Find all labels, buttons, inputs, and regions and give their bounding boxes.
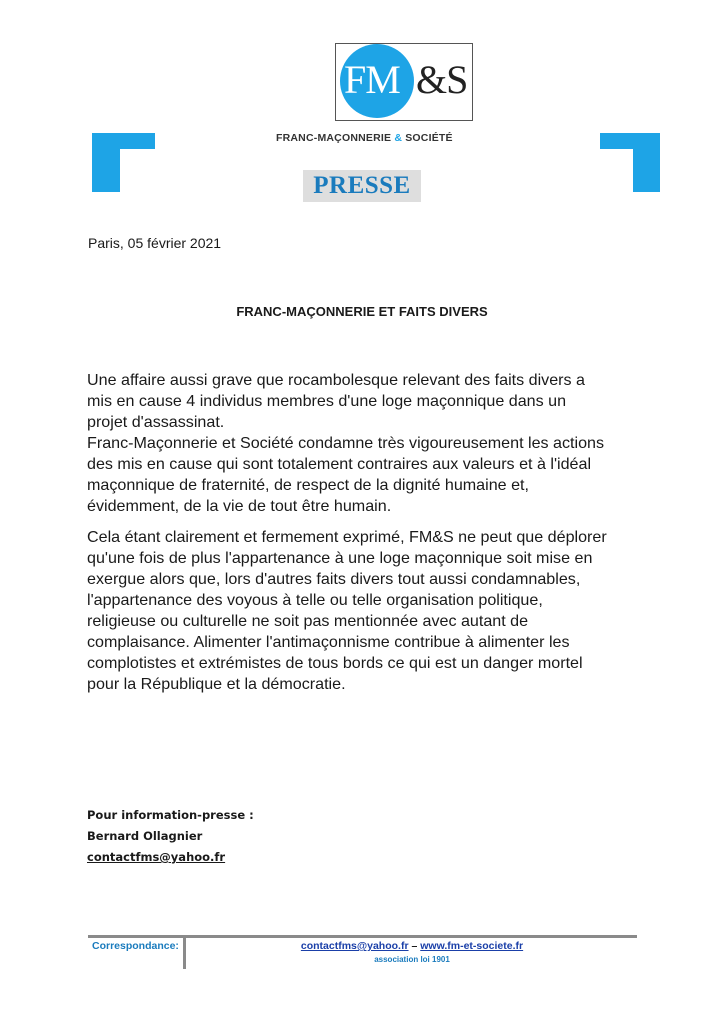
footer-separator: – <box>408 940 421 952</box>
footer-association: association loi 1901 <box>374 955 450 964</box>
paragraph-2: Cela étant clairement et fermement exprimé, FM&S ne peut que déplorer qu'une fois de plus l'appartenance à une loge maçonnique soit mise en exergue alors que, lors d'autres faits divers tout aussi condamnables, l'appartenance des voyous à telle ou telle organisation politique, religieuse ou culturelle ne soit pas mentionnée avec autant de complaisance. Alimenter l'antimaçonnisme contribue à alimenter les complotistes et extrémistes de tous bords ce qui est un danger mortel pour la République et la démocratie. <box>87 528 607 693</box>
footer-website-link[interactable]: www.fm-et-societe.fr <box>420 940 524 952</box>
left-corner-bracket-vertical <box>92 133 120 192</box>
footer-email-link[interactable]: contactfms@yahoo.fr <box>300 940 409 952</box>
press-contact-email-link[interactable]: contactfms@yahoo.fr <box>87 850 226 864</box>
paragraph-1: Une affaire aussi grave que rocambolesque relevant des faits divers a mis en cause 4 individus membres d'une loge maçonnique dans un projet d'assassinat. Franc-Maçonnerie et Société condamne très vigoureusement les actions des mis en cause qui sont totalement contraires aux valeurs et à l'idéal maçonnique de fraternité, de respect de la dignité humaine et, évidemment, de la vie de tout être humain. <box>87 371 605 515</box>
logo-box <box>335 43 473 121</box>
footer-divider <box>88 935 637 938</box>
presse-banner: PRESSE <box>303 170 421 202</box>
logo-amps-text: &S <box>416 57 468 102</box>
right-corner-bracket-vertical <box>633 133 660 192</box>
document-title: FRANC-MAÇONNERIE ET FAITS DIVERS <box>236 304 488 319</box>
document-date: Paris, 05 février 2021 <box>88 235 222 251</box>
press-contact-name: Bernard Ollagnier <box>87 829 203 843</box>
press-contact-label: Pour information-presse : <box>87 808 254 822</box>
logo-subtitle: FRANC-MAÇONNERIE & SOCIÉTÉ <box>276 132 453 144</box>
logo-fm-text: FM <box>344 57 400 102</box>
footer-correspondance-label: Correspondance: <box>92 940 179 952</box>
press-contact <box>87 805 254 868</box>
footer-links <box>186 940 638 952</box>
